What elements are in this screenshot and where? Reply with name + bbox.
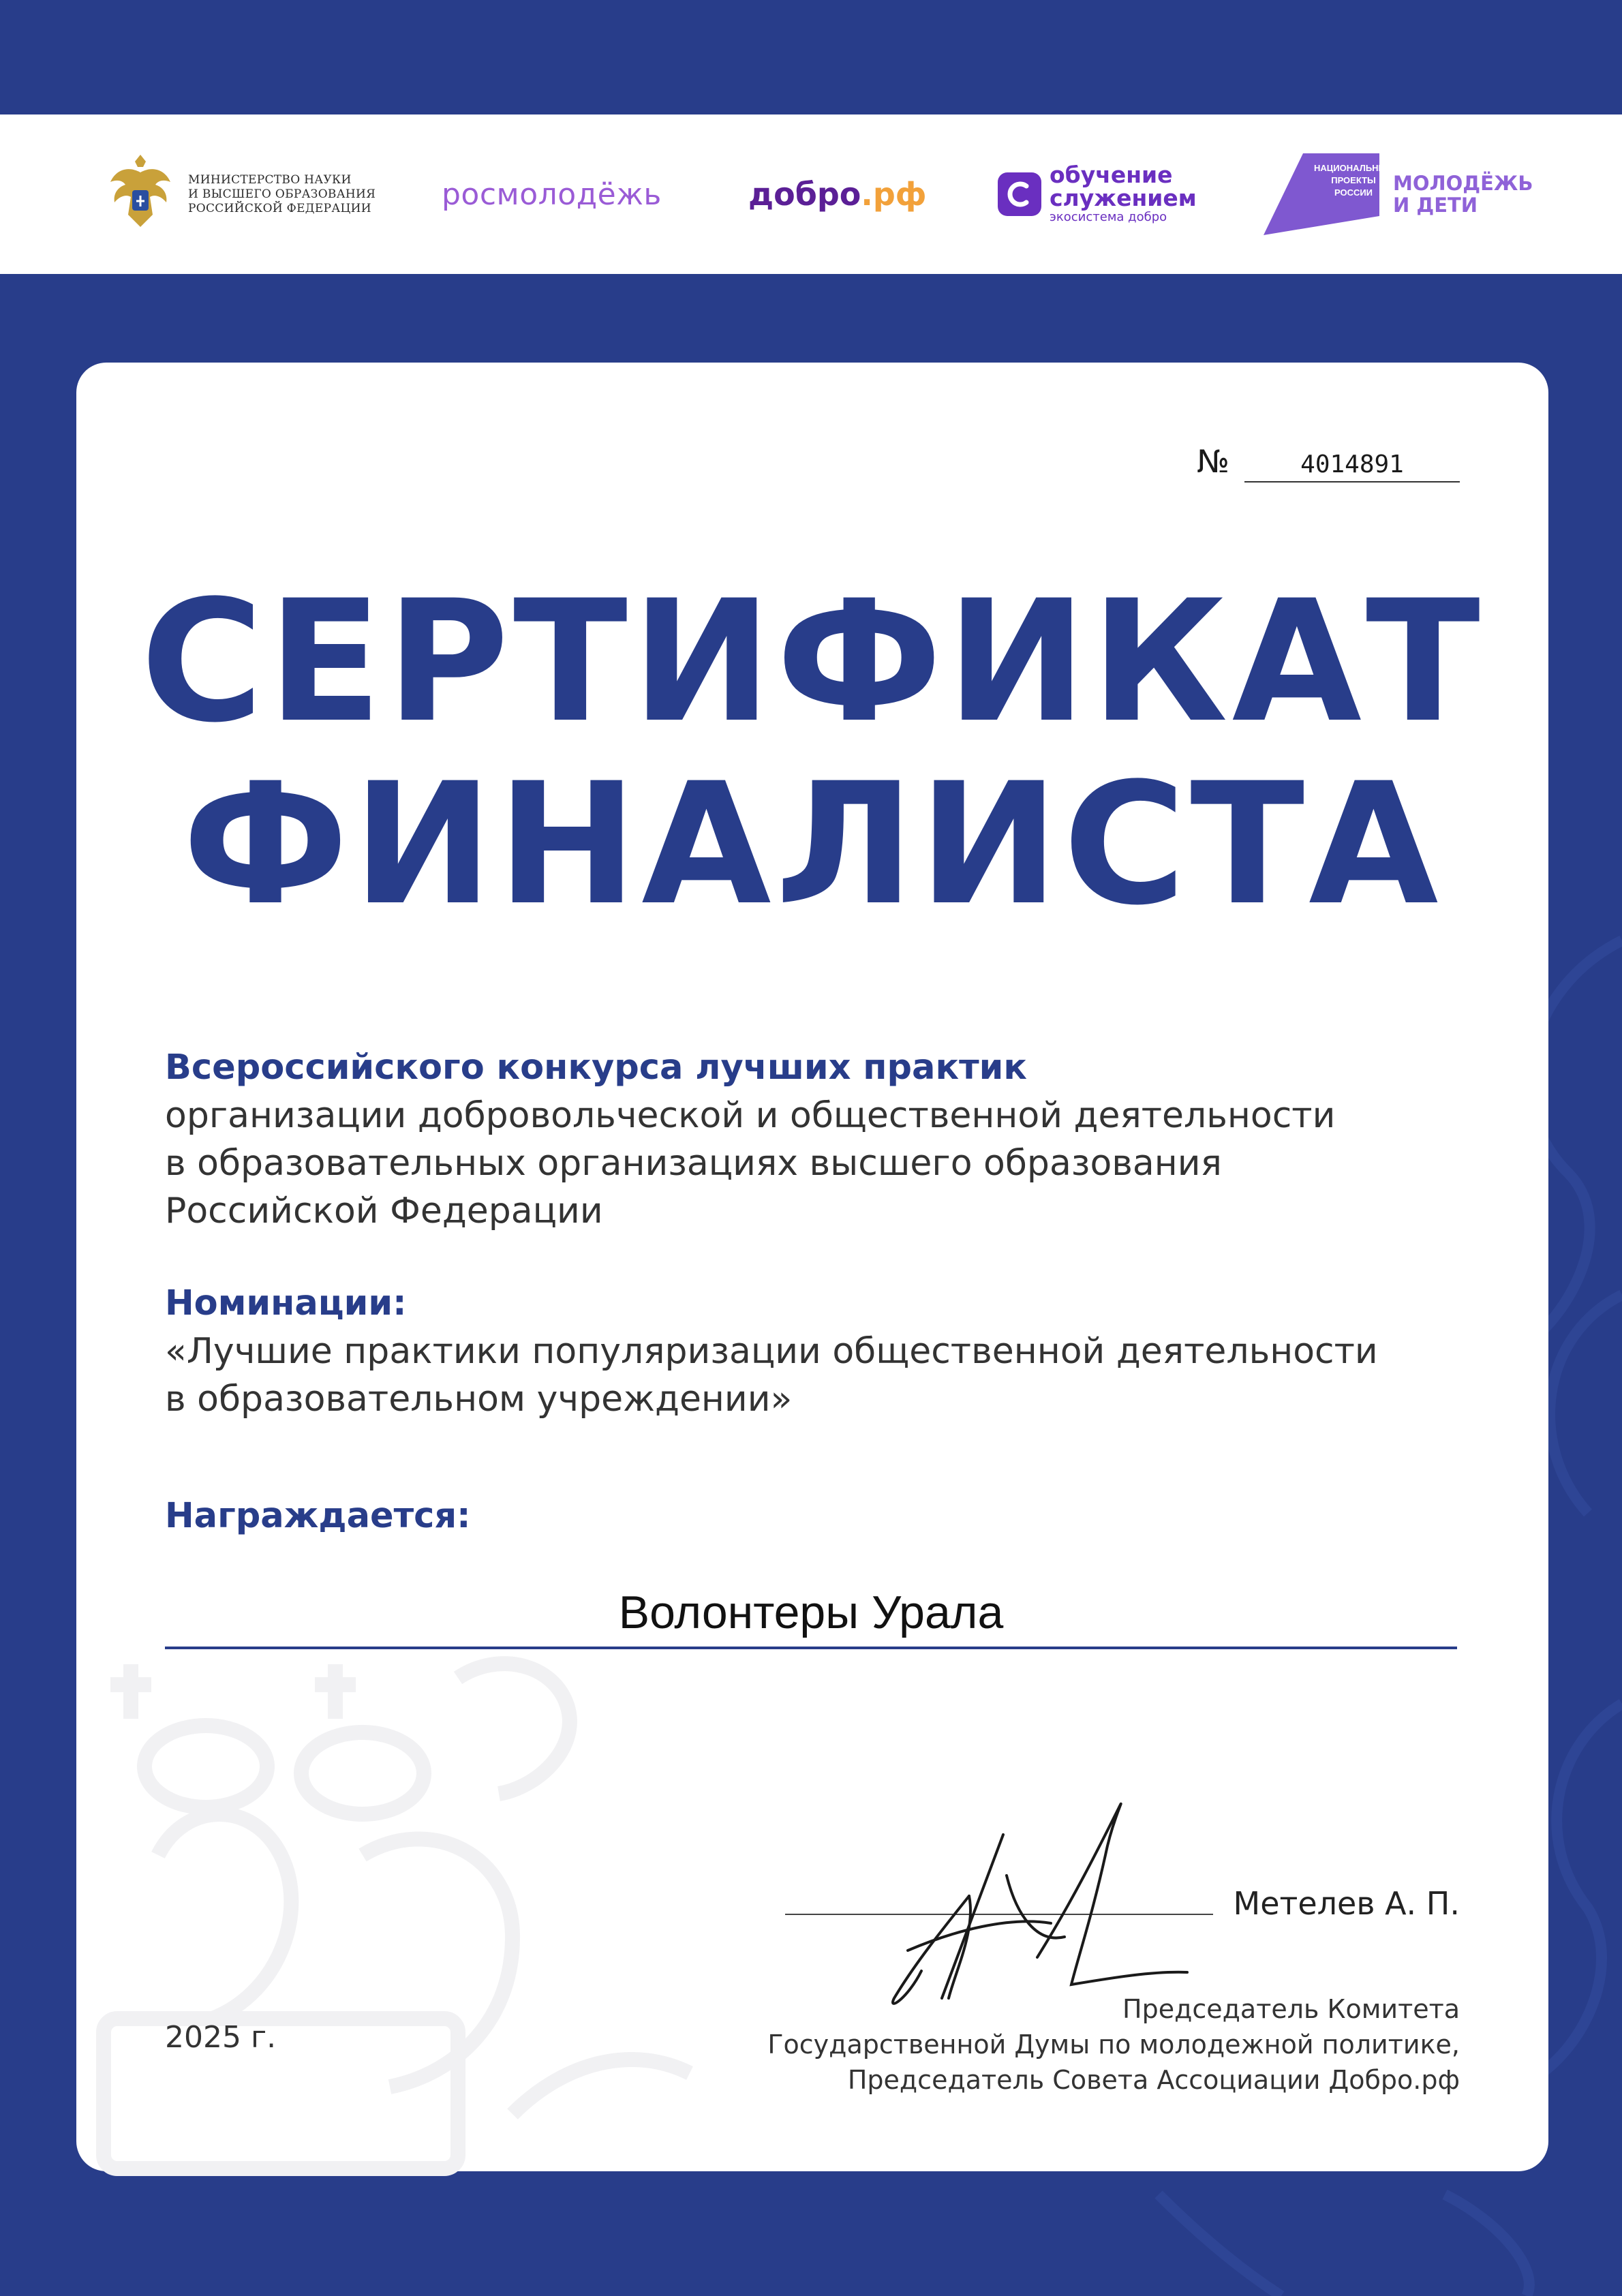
position-line: Государственной Думы по молодежной политике, (767, 2030, 1460, 2060)
contest-line: организации добровольческой и общественной деятельности (165, 1095, 1336, 1136)
awarded-heading: Награждается: (165, 1496, 471, 1536)
position-line: Председатель Комитета (1122, 1994, 1460, 2024)
contest-heading: Всероссийского конкурса лучших практик (165, 1047, 1027, 1088)
certificate-number (1197, 443, 1460, 483)
double-headed-eagle-icon (108, 152, 173, 236)
awarded-section (165, 1493, 1494, 1540)
recipient-name: Волонтеры Урала (165, 1580, 1457, 1649)
rosmolodezh-text: росмолодёжь (442, 177, 662, 212)
certificate-number-value: 4014891 (1244, 450, 1460, 483)
eagle-watermark (76, 1637, 724, 2175)
dobro-suffix: .рф (861, 176, 927, 213)
contest-line: Российской Федерации (165, 1191, 603, 1231)
nominations (165, 1280, 1494, 1423)
dobro-rf-logo (748, 114, 926, 274)
certificate-year: 2025 г. (165, 2020, 277, 2055)
signer-name: Метелев А. П. (1233, 1885, 1460, 1922)
flag-text-2: ПРОЕКТЫ (1331, 175, 1376, 185)
nomination-line: «Лучшие практики популяризации общественной деятельности (165, 1331, 1378, 1372)
ministry-line-1: МИНИСТЕРСТВО НАУКИ (188, 172, 352, 187)
flag-text-1: НАЦИОНАЛЬНЫЕ (1314, 163, 1393, 173)
nomination-line: в образовательном учреждении» (165, 1379, 793, 1420)
contest-line: в образовательных организациях высшего образования (165, 1143, 1222, 1184)
natsproekty-line-1: МОЛОДЁЖЬ (1393, 172, 1533, 195)
number-sign: № (1197, 443, 1229, 480)
position-line: Председатель Совета Ассоциации Добро.рф (847, 2065, 1460, 2095)
natsproekty-line-2: И ДЕТИ (1393, 194, 1478, 217)
nominations-heading: Номинации: (165, 1283, 407, 1323)
rosmolodezh-logo (442, 114, 662, 274)
title-line-2: ФИНАЛИСТА (182, 748, 1443, 943)
national-projects-logo (1264, 114, 1533, 274)
title-line-1: СЕРТИФИКАТ (140, 565, 1484, 760)
national-projects-flag-icon (1264, 153, 1393, 235)
obuchenie-line-2: служением (1050, 185, 1197, 211)
ministry-line-3: РОССИЙСКОЙ ФЕДЕРАЦИИ (188, 201, 371, 215)
certificate-card (76, 363, 1548, 2171)
flag-text-3: РОССИИ (1334, 187, 1373, 198)
obuchenie-sluzheniem-logo (998, 114, 1197, 274)
signer-position (767, 1991, 1460, 2098)
dobro-text: добро (748, 176, 861, 213)
ministry-logo (108, 114, 376, 274)
handwritten-signature (867, 1794, 1249, 2019)
logo-header (0, 114, 1622, 274)
contest-description (165, 1044, 1494, 1235)
c-badge-icon (998, 172, 1041, 216)
obuchenie-line-1: обучение (1050, 162, 1173, 188)
obuchenie-sub: экосистема добро (1050, 210, 1167, 224)
ministry-line-2: И ВЫСШЕГО ОБРАЗОВАНИЯ (188, 187, 376, 201)
